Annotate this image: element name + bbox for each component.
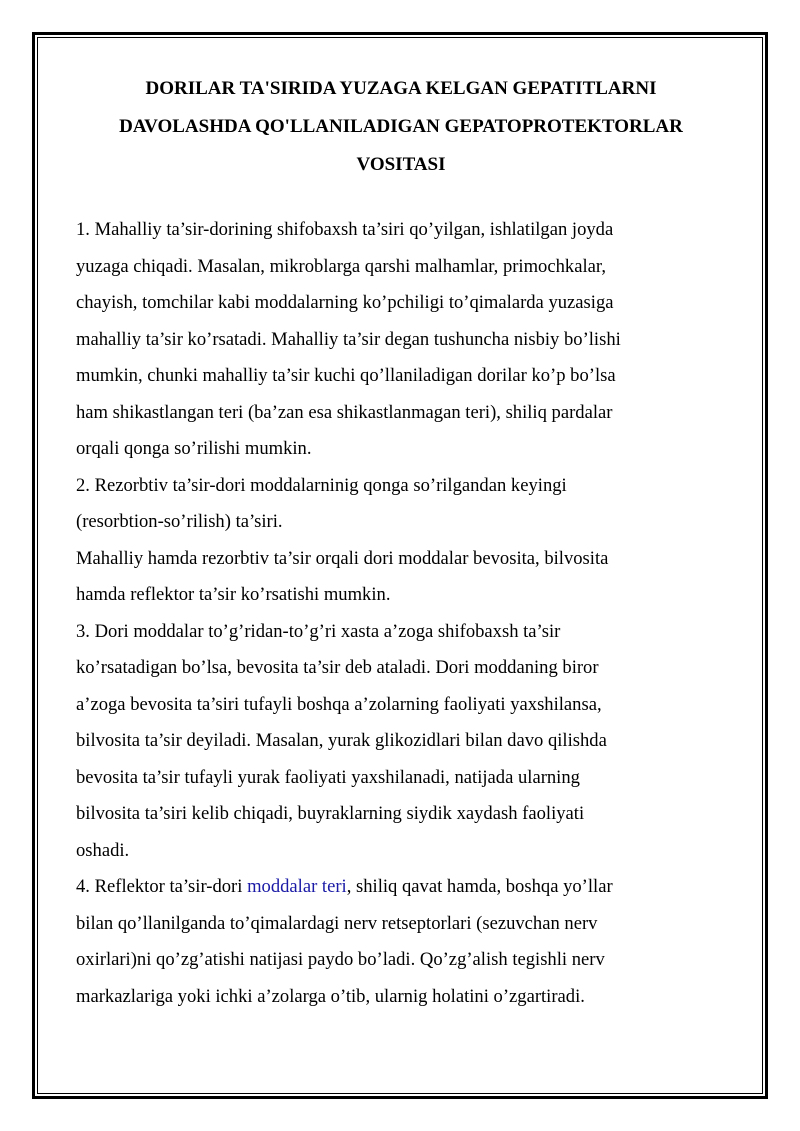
text-line: bilan qo’llanilganda to’qimalardagi nerv retseptorlari (sezuvchan nerv — [76, 912, 598, 934]
text-line: hamda reflektor ta’sir ko’rsatishi mumkin. — [76, 584, 391, 605]
text-line: 3. Dori moddalar to’g’ridan-to’g’ri xasta a’zoga shifobaxsh ta’sir — [76, 620, 561, 642]
text-line: bilvosita ta’sir deyiladi. Masalan, yurak glikozidlari bilan davo qilishda — [76, 730, 607, 751]
text-line: yuzaga chiqadi. Masalan, mikroblarga qarshi malhamlar, primochkalar, — [76, 255, 606, 277]
text-line: markazlariga yoki ichki a’zolarga o’tib, ularnig holatini o’zgartiradi. — [76, 985, 585, 1007]
text-line: a’zoga bevosita ta’siri tufayli boshqa a’zolarning faoliyati yaxshilansa, — [76, 693, 602, 715]
text-segment: , shiliq qavat hamda, boshqa yo’llar — [346, 876, 613, 897]
text-line: ham shikastlangan teri (ba’zan esa shikastlanmagan teri), shiliq pardalar — [76, 401, 613, 423]
text-line: oxirlari)ni qo’zg’atishi natijasi paydo bo’ladi. Qo’zg’alish tegishli nerv — [76, 949, 605, 970]
document-body — [76, 70, 726, 1015]
text-line: mumkin, chunki mahalliy ta’sir kuchi qo’llaniladigan dorilar ko’p bo’lsa — [76, 365, 616, 386]
text-segment: 4. Reflektor ta’sir-dori — [76, 876, 248, 897]
hyperlink-moddalar-teri[interactable]: moddalar teri — [247, 876, 347, 897]
title-line: VOSITASI — [356, 154, 446, 175]
text-line: mahalliy ta’sir ko’rsatadi. Mahalliy ta’sir degan tushuncha nisbiy bo’lishi — [76, 328, 621, 350]
text-line — [76, 869, 726, 906]
text-line: oshadi. — [76, 839, 130, 861]
text-line: bilvosita ta’siri kelib chiqadi, buyraklarning siydik xaydash faoliyati — [76, 803, 585, 824]
title-line: DORILAR TA'SIRIDA YUZAGA KELGAN GEPATITLARNI — [145, 78, 657, 99]
document-title — [76, 70, 726, 184]
text-line: ko’rsatadigan bo’lsa, bevosita ta’sir deb ataladi. Dori moddaning biror — [76, 657, 599, 678]
paragraph-resorptive-effect — [76, 468, 726, 541]
paragraph-direct-effect — [76, 614, 726, 870]
title-line: DAVOLASHDA QO'LLANILADIGAN GEPATOPROTEKTORLAR — [119, 116, 683, 137]
text-line: orqali qonga so’rilishi mumkin. — [76, 438, 312, 459]
text-line: (resorbtion-so’rilish) ta’siri. — [76, 511, 283, 532]
paragraph-summary — [76, 541, 726, 614]
text-line: 2. Rezorbtiv ta’sir-dori moddalarninig qonga so’rilgandan keyingi — [76, 474, 567, 496]
text-line: 1. Mahalliy ta’sir-dorining shifobaxsh ta’siri qo’yilgan, ishlatilgan joyda — [76, 219, 614, 240]
text-line: bevosita ta’sir tufayli yurak faoliyati yaxshilanadi, natijada ularning — [76, 766, 580, 788]
paragraph-local-effect — [76, 212, 726, 468]
text-line: chayish, tomchilar kabi moddalarning ko’pchiligi to’qimalarda yuzasiga — [76, 292, 614, 313]
text-line: Mahalliy hamda rezorbtiv ta’sir orqali dori moddalar bevosita, bilvosita — [76, 547, 609, 569]
paragraph-reflex-effect — [76, 869, 726, 1015]
